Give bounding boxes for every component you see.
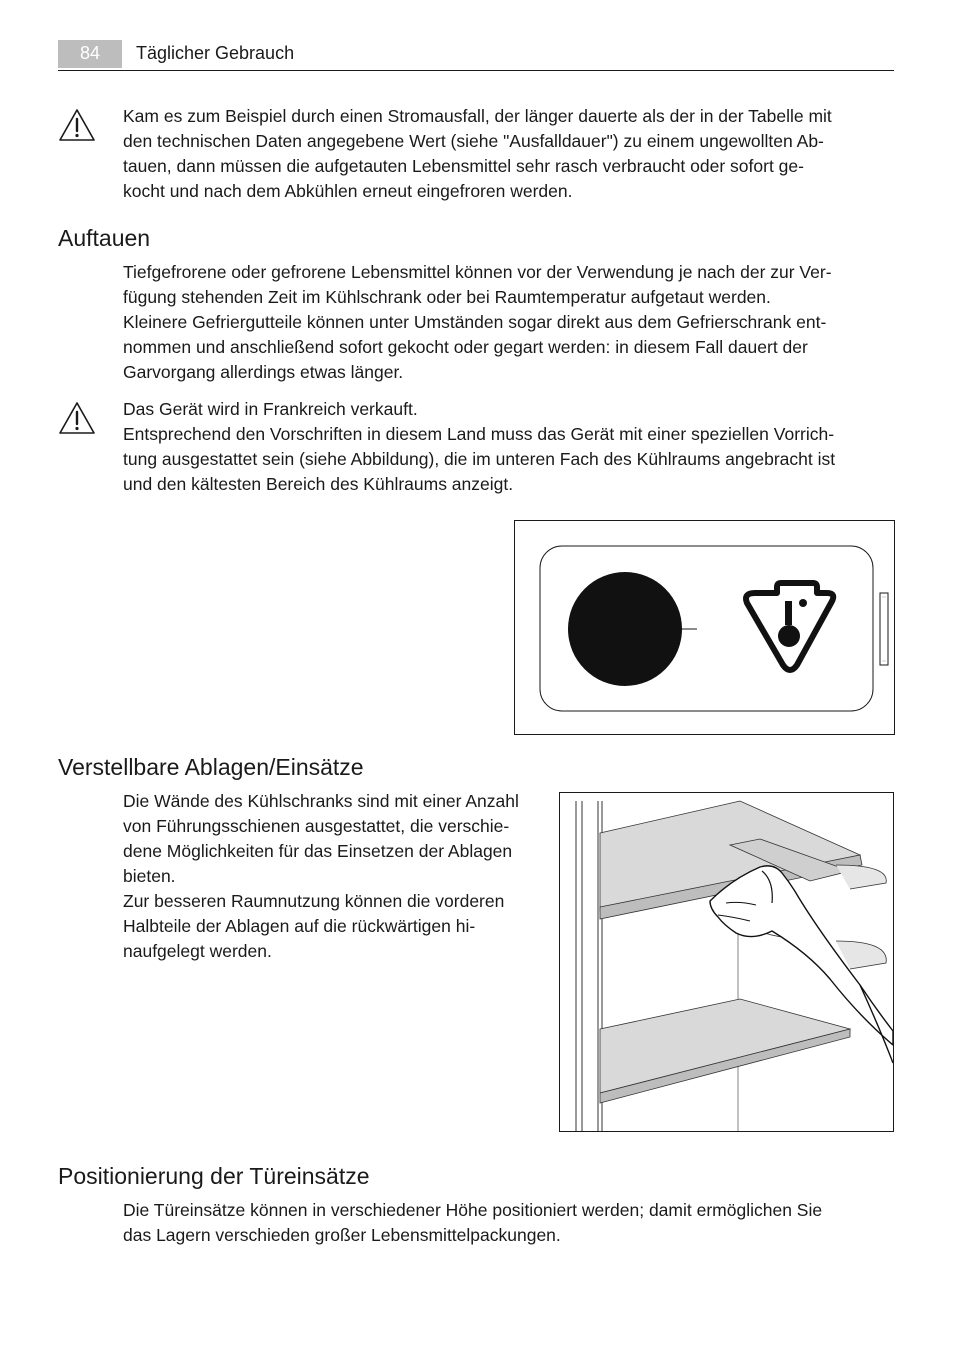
text-line: fügung stehenden Zeit im Kühlschrank oder bei Raumtemperatur aufgetaut werden. — [123, 287, 771, 307]
text-line: kocht und nach dem Abkühlen erneut eingefroren werden. — [123, 181, 573, 201]
text-line: Tiefgefrorene oder gefrorene Lebensmittel können vor der Verwendung je nach der zur Ver- — [123, 262, 832, 282]
text-line: dene Möglichkeiten für das Einsetzen der Ablagen — [123, 841, 513, 861]
warning-paragraph-2 — [123, 397, 835, 497]
paragraph-auftauen — [123, 260, 832, 385]
shelves-illustration — [559, 792, 894, 1132]
text-line: Halbteile der Ablagen auf die rückwärtigen hi- — [123, 916, 476, 936]
heading-ablagen: Verstellbare Ablagen/Einsätze — [58, 754, 364, 780]
temperature-indicator-figure — [514, 520, 895, 735]
text-line: und den kältesten Bereich des Kühlraums anzeigt. — [123, 474, 514, 494]
page-number: 84 — [58, 40, 122, 68]
shelves-drawing — [560, 793, 893, 1131]
temperature-indicator-icon — [515, 521, 894, 734]
text-line: den technischen Daten angegebene Wert (siehe "Ausfalldauer") zu einem ungewollten Ab- — [123, 131, 824, 151]
warning-paragraph-1 — [123, 104, 832, 204]
text-line: bieten. — [123, 866, 176, 886]
page-header — [58, 40, 894, 71]
text-line: Die Wände des Kühlschranks sind mit einer Anzahl — [123, 791, 519, 811]
heading-tuereinsaetze: Positionierung der Türeinsätze — [58, 1163, 370, 1189]
text-line: Die Türeinsätze können in verschiedener Höhe positioniert werden; damit ermöglichen Sie — [123, 1200, 823, 1220]
warning-triangle-icon — [58, 401, 96, 435]
heading-auftauen: Auftauen — [58, 225, 151, 251]
text-line: das Lagern verschieden großer Lebensmittelpackungen. — [123, 1225, 561, 1245]
text-line: tung ausgestattet sein (siehe Abbildung), die im unteren Fach des Kühlraums angebracht ist — [123, 449, 836, 469]
indicator-dot — [568, 572, 682, 686]
text-line: von Führungsschienen ausgestattet, die verschie- — [123, 816, 510, 836]
text-line: Kleinere Gefriergutteile können unter Umständen sogar direkt aus dem Gefrierschrank ent- — [123, 312, 827, 332]
text-line: Das Gerät wird in Frankreich verkauft. — [123, 399, 418, 419]
text-line: Garvorgang allerdings etwas länger. — [123, 362, 404, 382]
section-label: Täglicher Gebrauch — [136, 43, 295, 63]
text-line: nommen und anschließend sofort gekocht oder gegart werden: in diesem Fall dauert der — [123, 337, 808, 357]
text-line: naufgelegt werden. — [123, 941, 272, 961]
warning-triangle-icon — [58, 108, 96, 142]
text-line: Zur besseren Raumnutzung können die vorderen — [123, 891, 505, 911]
text-line: tauen, dann müssen die aufgetauten Lebensmittel sehr rasch verbraucht oder sofort ge- — [123, 156, 804, 176]
text-line: Kam es zum Beispiel durch einen Stromausfall, der länger dauerte als der in der Tabelle mit — [123, 106, 832, 126]
text-line: Entsprechend den Vorschriften in diesem Land muss das Gerät mit einer speziellen Vorrich- — [123, 424, 835, 444]
paragraph-tuereinsaetze — [123, 1198, 822, 1248]
paragraph-ablagen — [123, 789, 519, 964]
